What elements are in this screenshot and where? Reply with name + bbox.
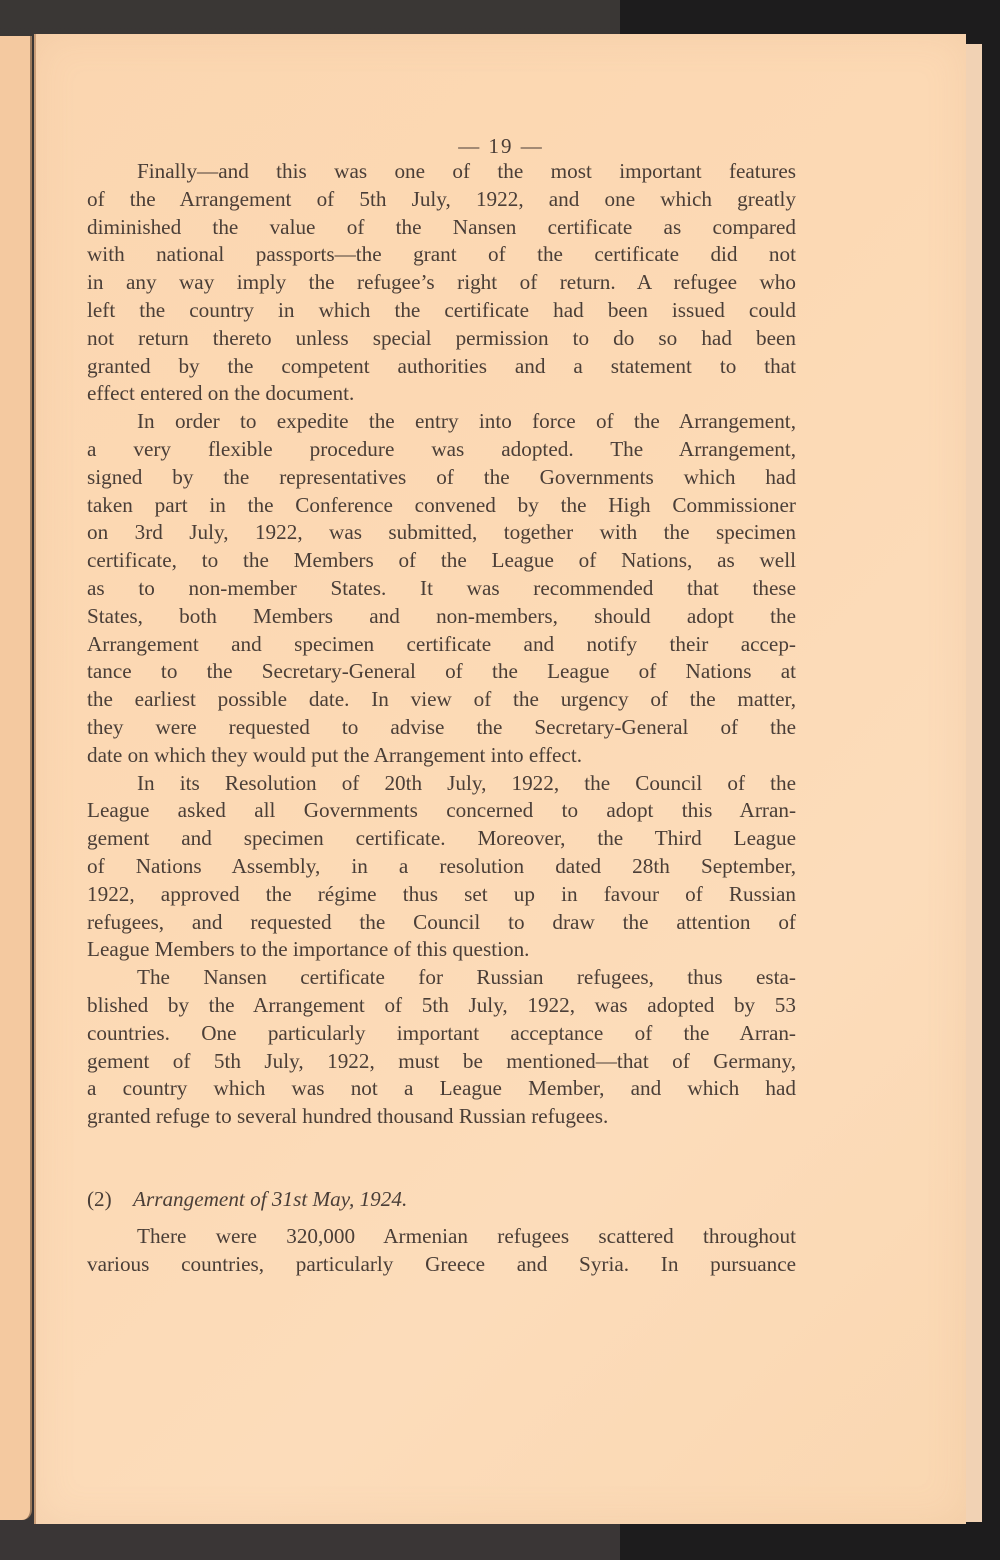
text-line: countries. One particularly important acceptance of the Arran- xyxy=(87,1020,796,1045)
text-line: in any way imply the refugee’s right of return. A refugee who xyxy=(87,270,796,295)
text-line: certificate, to the Members of the League of Nations, as well xyxy=(87,548,796,573)
body-text xyxy=(87,158,796,1131)
page-number: — 19 — xyxy=(458,134,544,158)
text-line: Finally—and this was one of the most important features xyxy=(137,159,796,183)
text-line: on 3rd July, 1922, was submitted, together with the specimen xyxy=(87,520,796,545)
section-body-text xyxy=(87,1223,796,1279)
text-line: tance to the Secretary-General of the League of Nations at xyxy=(87,659,796,684)
text-line: they were requested to advise the Secretary-General of the xyxy=(87,714,796,739)
text-line: States, both Members and non-members, should adopt the xyxy=(87,603,796,628)
text-line: various countries, particularly Greece and Syria. In pursuance xyxy=(87,1251,796,1276)
text-line: In order to expedite the entry into force of the Arrangement, xyxy=(137,409,796,434)
text-line: gement of 5th July, 1922, must be mentioned—that of Germany, xyxy=(87,1048,796,1073)
text-line: granted by the competent authorities and a statement to that xyxy=(87,353,796,378)
section-heading xyxy=(87,1187,796,1212)
previous-page-edge xyxy=(0,36,32,1520)
text-line: the earliest possible date. In view of the urgency of the matter, xyxy=(87,687,796,712)
text-line: gement and specimen certificate. Moreover, the Third League xyxy=(87,826,796,851)
text-line: refugees, and requested the Council to draw the attention of xyxy=(87,909,796,934)
text-line: a country which was not a League Member, and which had xyxy=(87,1076,796,1101)
text-line: League asked all Governments concerned to adopt this Arran- xyxy=(87,798,796,823)
text-line: League Members to the importance of this question. xyxy=(87,937,530,962)
text-line: There were 320,000 Armenian refugees scattered throughout xyxy=(137,1224,796,1248)
text-line: date on which they would put the Arrangement into effect. xyxy=(87,742,583,767)
text-line: The Nansen certificate for Russian refugees, thus esta- xyxy=(137,965,796,990)
text-line: of Nations Assembly, in a resolution dated 28th September, xyxy=(87,853,796,878)
section-title: Arrangement of 31st May, 1924. xyxy=(133,1187,408,1211)
text-line: not return thereto unless special permission to do so had been xyxy=(87,325,796,350)
text-line: taken part in the Conference convened by the High Commissioner xyxy=(87,492,796,517)
text-line: left the country in which the certificate had been issued could xyxy=(87,297,796,322)
text-line: signed by the representatives of the Governments which had xyxy=(87,464,796,489)
text-line: a very flexible procedure was adopted. The Arrangement, xyxy=(87,436,796,461)
text-line: as to non-member States. It was recommended that these xyxy=(87,575,796,600)
paragraph xyxy=(87,408,796,769)
section-number: (2) xyxy=(87,1187,112,1211)
text-line: Arrangement and specimen certificate and notify their accep- xyxy=(87,631,796,656)
text-line: with national passports—the grant of the certificate did not xyxy=(87,242,796,267)
text-line: effect entered on the document. xyxy=(87,381,355,406)
text-line: In its Resolution of 20th July, 1922, the Council of the xyxy=(137,770,796,795)
paragraph xyxy=(87,158,796,408)
text-line: 1922, approved the régime thus set up in favour of Russian xyxy=(87,881,796,906)
text-line: diminished the value of the Nansen certificate as compared xyxy=(87,214,796,239)
text-line: granted refuge to several hundred thousand Russian refugees. xyxy=(87,1104,609,1129)
paragraph xyxy=(87,964,796,1131)
text-line: blished by the Arrangement of 5th July, 1922, was adopted by 53 xyxy=(87,992,796,1017)
paragraph xyxy=(87,770,796,965)
text-line: of the Arrangement of 5th July, 1922, and one which greatly xyxy=(87,186,796,211)
